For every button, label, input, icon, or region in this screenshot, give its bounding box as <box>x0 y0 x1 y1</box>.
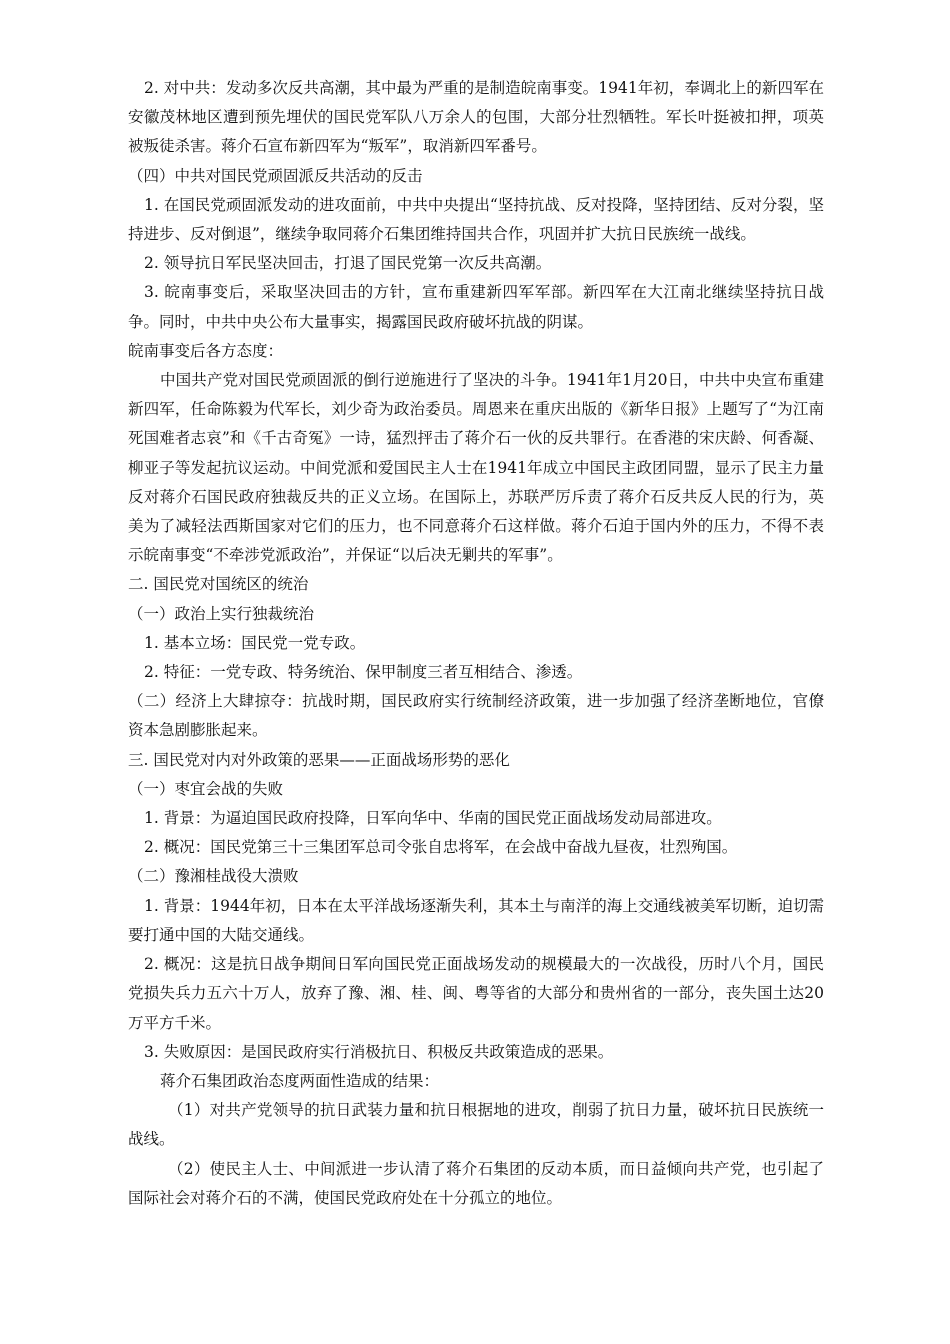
paragraph: 1. 基本立场：国民党一党专政。 <box>144 633 366 652</box>
paragraph: 2. 概况：国民党第三十三集团军总司令张自忠将军，在会战中奋战九昼夜，壮烈殉国。 <box>144 838 738 857</box>
paragraph: 1. 背景：为逼迫国民政府投降，日军向华中、华南的国民党正面战场发动局部进攻。 <box>144 809 722 828</box>
paragraph: 蒋介石集团政治态度两面性造成的结果： <box>160 1071 440 1090</box>
paragraph: 2. 领导抗日军民坚决回击，打退了国民党第一次反共高潮。 <box>144 254 552 273</box>
paragraph: 1. 背景：1944年初，日本在太平洋战场逐渐失利，其本土与南洋的海上交通线被美军切断，迫切需要打通中国的大陆交通线。 <box>128 896 824 944</box>
paragraph: 1. 在国民党顽固派发动的进攻面前，中共中央提出“坚持抗战、反对投降，坚持团结、反对分裂，坚持进步、反对倒退”，继续争取同蒋介石集团维持国共合作，巩固并扩大抗日民族统一战线。 <box>128 195 824 244</box>
paragraph: （二）经济上大肆掠夺：抗战时期，国民政府实行统制经济政策，进一步加强了经济垄断地位，官僚资本急剧膨胀起来。 <box>128 692 824 740</box>
section-heading: （四）中共对国民党顽固派反共活动的反击 <box>128 166 423 185</box>
paragraph: 2. 概况：这是抗日战争期间日军向国民党正面战场发动的规模最大的一次战役，历时八个月，国民党损失兵力五六十万人，放弃了豫、湘、桂、闽、粤等省的大部分和贵州省的一部分，丧失国土达20万平方千米。 <box>128 955 824 1032</box>
paragraph: 中国共产党对国民党顽固派的倒行逆施进行了坚决的斗争。1941年1月20日，中共中央宣布重建新四军，任命陈毅为代军长，刘少奇为政治委员。周恩来在重庆出版的《新华日报》上题写了“为江南死国难者志哀”和《千古奇冤》一诗，猛烈抨击了蒋介石一伙的反共罪行。在香港的宋庆龄、何香凝、柳亚子等发起抗议运动。中间党派和爱国民主人士在1941年成立中国民主政团同盟，显示了民主力量反对蒋介石国民政府独裁反共的正义立场。在国际上，苏联严厉斥责了蒋介石反共反人民的行为，英美为了减轻法西斯国家对它们的压力，也不同意蒋介石这样做。蒋介石迫于国内外的压力，不得不表示皖南事变“不牵涉党派政治”，并保证“以后决无剿共的军事”。 <box>128 371 824 565</box>
paragraph: （2）使民主人士、中间派进一步认清了蒋介石集团的反动本质，而日益倾向共产党，也引起了国际社会对蒋介石的不满，使国民党政府处在十分孤立的地位。 <box>128 1159 824 1207</box>
section-heading: （一）政治上实行独裁统治 <box>128 604 315 623</box>
section-heading: 皖南事变后各方态度： <box>128 341 284 360</box>
section-heading: 二. 国民党对国统区的统治 <box>128 575 309 594</box>
paragraph: 3. 失败原因：是国民政府实行消极抗日、积极反共政策造成的恶果。 <box>144 1042 614 1061</box>
paragraph: 3. 皖南事变后，采取坚决回击的方针，宣布重建新四军军部。新四军在大江南北继续坚持抗日战争。同时，中共中央公布大量事实，揭露国民政府破坏抗战的阴谋。 <box>128 283 824 331</box>
paragraph: （1）对共产党领导的抗日武装力量和抗日根据地的进攻，削弱了抗日力量，破坏抗日民族统一战线。 <box>128 1101 824 1149</box>
section-heading: 三. 国民党对内对外政策的恶果——正面战场形势的恶化 <box>128 750 510 769</box>
section-heading: （一）枣宜会战的失败 <box>128 779 284 798</box>
paragraph: 2. 特征：一党专政、特务统治、保甲制度三者互相结合、渗透。 <box>144 663 583 682</box>
paragraph: 2. 对中共：发动多次反共高潮，其中最为严重的是制造皖南事变。1941年初，奉调北上的新四军在安徽茂林地区遭到预先埋伏的国民党军队八万余人的包围，大部分壮烈牺牲。军长叶挺被扣押，项英被叛徒杀害。蒋介石宣布新四军为“叛军”，取消新四军番号。 <box>128 79 824 156</box>
section-heading: （二）豫湘桂战役大溃败 <box>128 867 299 886</box>
